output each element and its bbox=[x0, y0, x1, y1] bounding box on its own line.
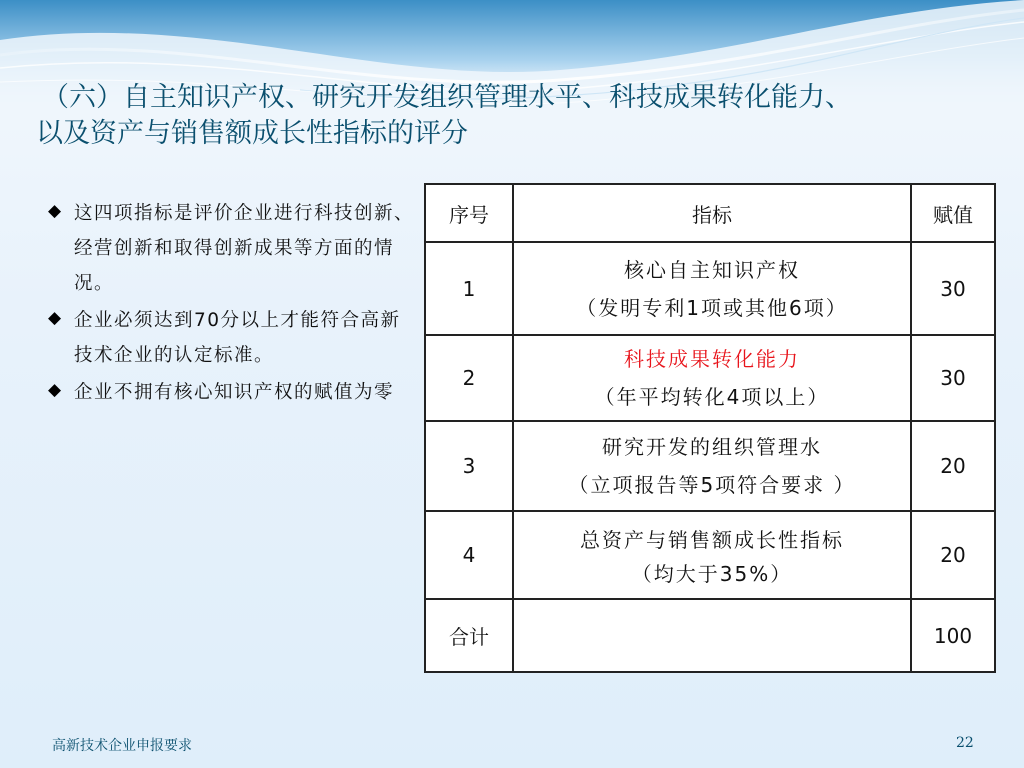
footer-caption: 高新技术企业申报要求 bbox=[52, 738, 192, 754]
row-index: 4 bbox=[425, 511, 513, 599]
header-indicator: 指标 bbox=[513, 184, 911, 242]
bullet-item bbox=[42, 196, 414, 301]
header-index: 序号 bbox=[425, 184, 513, 242]
indicator-detail: （发明专利1项或其他6项） bbox=[576, 295, 848, 320]
diamond-bullet-icon: ◆ bbox=[48, 380, 62, 400]
bullet-text: 企业不拥有核心知识产权的赋值为零 bbox=[74, 382, 395, 403]
indicator-detail: （年平均转化4项以上） bbox=[594, 385, 830, 409]
row-score: 30 bbox=[911, 242, 995, 335]
bullet-text: 这四项指标是评价企业进行科技创新、经营创新和取得创新成果等方面的情况。 bbox=[74, 203, 415, 294]
table-row bbox=[425, 335, 995, 421]
table-row bbox=[425, 421, 995, 511]
title-line-2: 以及资产与销售额成长性指标的评分 bbox=[36, 118, 468, 149]
bullet-text: 企业必须达到70分以上才能符合高新技术企业的认定标准。 bbox=[74, 310, 401, 366]
row-indicator bbox=[513, 242, 911, 335]
table-row bbox=[425, 242, 995, 335]
row-score: 30 bbox=[911, 335, 995, 421]
title-line-1: （六）自主知识产权、研究开发组织管理水平、科技成果转化能力、 bbox=[42, 82, 852, 113]
bullet-item bbox=[42, 303, 414, 373]
table-header-row bbox=[425, 184, 995, 242]
indicator-detail: （立项报告等5项符合要求 ） bbox=[568, 473, 856, 497]
total-score: 100 bbox=[911, 599, 995, 672]
bullet-item bbox=[42, 375, 414, 410]
indicator-detail: （均大于35%） bbox=[631, 562, 793, 586]
table-total-row bbox=[425, 599, 995, 672]
header-score: 赋值 bbox=[911, 184, 995, 242]
page-number: 22 bbox=[956, 735, 974, 751]
total-middle bbox=[513, 599, 911, 672]
scoring-table-container bbox=[424, 183, 994, 673]
total-label: 合计 bbox=[425, 599, 513, 672]
table-row bbox=[425, 511, 995, 599]
diamond-bullet-icon: ◆ bbox=[48, 201, 62, 221]
bullet-list bbox=[42, 196, 414, 412]
row-index: 1 bbox=[425, 242, 513, 335]
page-title bbox=[36, 80, 1016, 152]
indicator-name-highlighted: 科技成果转化能力 bbox=[624, 347, 800, 371]
row-indicator bbox=[513, 335, 911, 421]
row-score: 20 bbox=[911, 511, 995, 599]
diamond-bullet-icon: ◆ bbox=[48, 308, 62, 328]
row-indicator bbox=[513, 421, 911, 511]
row-indicator bbox=[513, 511, 911, 599]
row-index: 3 bbox=[425, 421, 513, 511]
scoring-table bbox=[424, 183, 996, 673]
indicator-name: 核心自主知识产权 bbox=[624, 257, 800, 282]
indicator-name: 研究开发的组织管理水 bbox=[602, 435, 822, 459]
row-score: 20 bbox=[911, 421, 995, 511]
row-index: 2 bbox=[425, 335, 513, 421]
indicator-name: 总资产与销售额成长性指标 bbox=[580, 528, 844, 552]
